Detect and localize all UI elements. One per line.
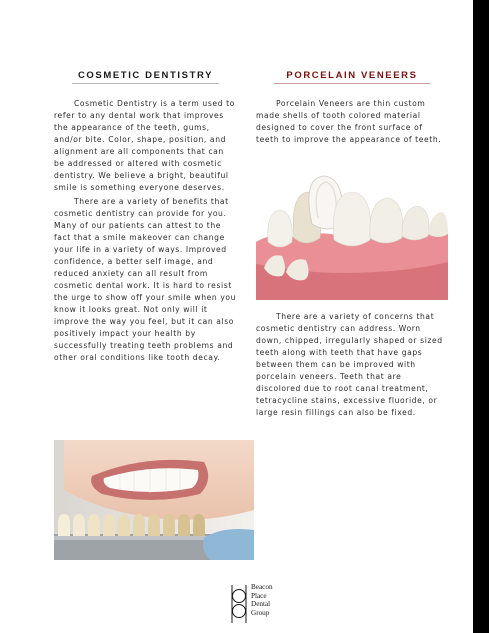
- cosmetic-dentistry-intro: Cosmetic Dentistry is a term used to refer to any dental work that improves the appearance of the teeth, gums, and/or bite. Color, shape, position, and alignment are all components that can be addressed or altered with cosmetic dentistry. We believe a bright, beautiful smile is something everyone deserves.: [54, 99, 235, 192]
- logo-word: Group: [251, 608, 270, 617]
- cosmetic-dentistry-benefits: There are a variety of benefits that cosmetic dentistry can provide for you. Many of our patients can attest to the fact that a smile makeover can change your life in a variety of ways. Improved confidence, a better self image, and reduced anxiety can all result from cosmetic dental work. It is hard to resist the urge to show off your smile when you know it looks great. Not only will it improve the way you feel, but it can also positively impact your health by successfully treating teeth problems and other oral conditions like tooth decay.: [54, 197, 237, 362]
- logo-word: Place: [251, 591, 267, 600]
- logo-mark-icon: [229, 583, 251, 625]
- porcelain-veneers-heading: PORCELAIN VENEERS: [286, 70, 418, 81]
- heading-underline: [274, 83, 430, 84]
- beacon-place-dental-logo: [229, 583, 299, 625]
- porcelain-veneers-intro: Porcelain Veneers are thin custom made shells of tooth colored material designed to cover the front surface of teeth to improve the appearance of teeth.: [256, 99, 442, 144]
- logo-text: [251, 583, 273, 617]
- logo-word: Dental: [251, 600, 271, 608]
- porcelain-veneers-concerns: There are a variety of concerns that cosmetic dentistry can address. Worn down, chipped, irregularly shaped or sized teeth along with teeth that have gaps between them can be improved with porcelain veneers. Teeth that are discolored due to root canal treatment, tetracycline stains, excessive fluoride, or large resin fillings can also be fixed.: [256, 312, 443, 417]
- porcelain-veneers-section: [256, 70, 448, 146]
- logo-word: Beacon: [251, 583, 273, 591]
- heading-underline: [72, 83, 219, 84]
- veneer-illustration: [256, 172, 448, 300]
- cosmetic-dentistry-heading: COSMETIC DENTISTRY: [77, 70, 214, 81]
- smile-shade-guide-photo: [54, 440, 254, 560]
- cosmetic-dentistry-section: [54, 70, 237, 364]
